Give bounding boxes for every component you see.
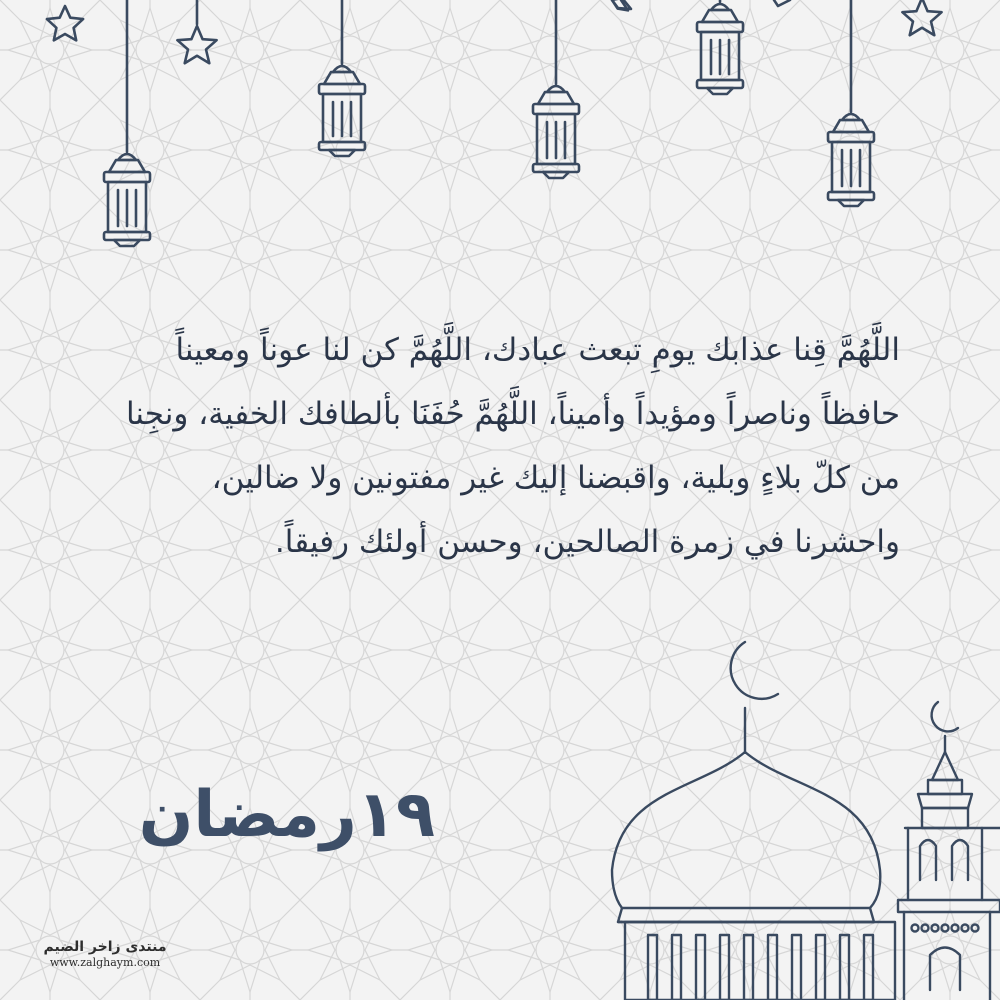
mosque-dome-icon — [612, 752, 880, 908]
day-label: ١٩رمضان — [138, 778, 435, 852]
prayer-text: اللَّهُمَّ قِنا عذابك يومِ تبعث عبادك، اللَّهُمَّ كن لنا عوناً ومعيناً حافظاً وناصراً ومؤيداً وأميناً، اللَّهُمَّ حُفَنَا بألطافك الخفية، ونجِنا من كلّ بلاءٍ وبلية، واقبضنا إليك غير مفتونين ولا ضالين، واحشرنا في زمرة الصالحين، وحسن أولئك رفيقاً. — [125, 332, 900, 560]
minaret-icon — [898, 702, 1000, 1000]
forum-watermark — [25, 938, 185, 970]
crescent-icon — [731, 642, 778, 699]
watermark-name: منتدى زاخر الضيم — [43, 939, 167, 955]
watermark-url: www.zalghaym.com — [49, 956, 161, 969]
